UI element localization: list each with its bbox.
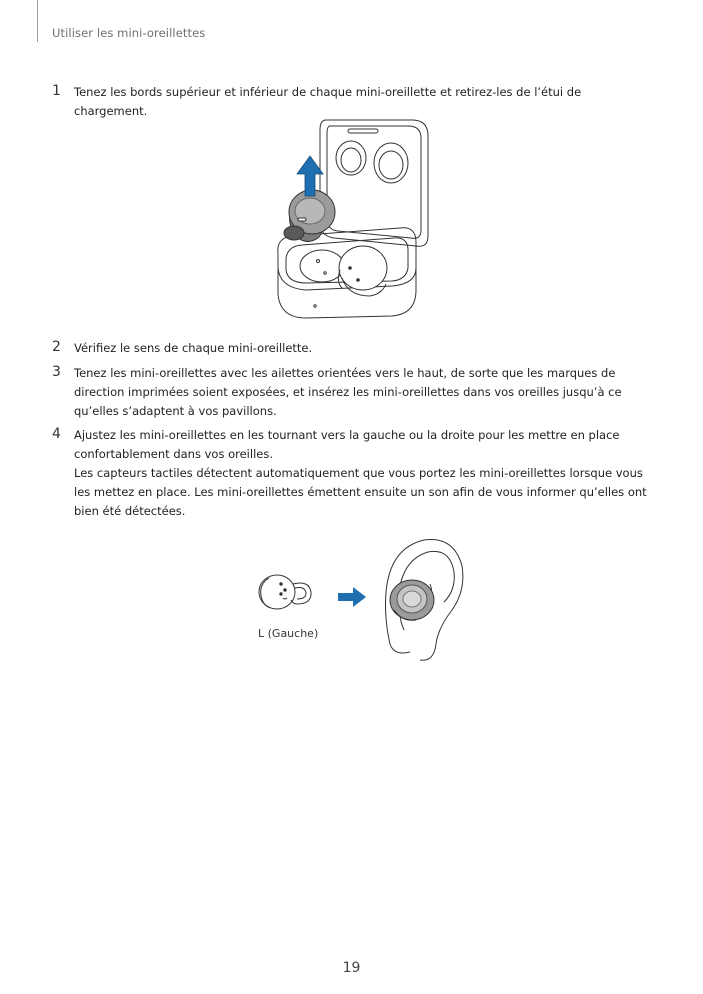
header-rule	[37, 0, 38, 42]
page-number: 19	[342, 960, 361, 976]
step-number: 2	[52, 339, 61, 355]
ear-illustration	[380, 532, 470, 664]
step-number: 4	[52, 426, 61, 442]
running-header: Utiliser les mini-oreillettes	[52, 26, 206, 40]
step-note: Les capteurs tactiles détectent automatiquement que vous portez les mini-oreillettes lorsque vous les mettez en place. Les mini-oreillettes émettent ensuite un son afin de vous informer qu’elles ont bien été détectées.	[74, 466, 647, 518]
step-number: 1	[52, 83, 61, 99]
step-1	[52, 83, 652, 121]
direction-arrow-icon	[337, 586, 367, 608]
step-3	[52, 364, 652, 421]
earbud-side-label: L (Gauche)	[258, 627, 319, 640]
lift-arrow-icon	[297, 156, 323, 196]
step-number: 3	[52, 364, 61, 380]
step-text: Ajustez les mini-oreillettes en les tournant vers la gauche ou la droite pour les mettre en place confortablement dans vos oreilles.	[74, 428, 620, 461]
step-2	[52, 339, 652, 358]
step-text: Tenez les mini-oreillettes avec les ailettes orientées vers le haut, de sorte que les marques de direction imprimées soient exposées, et insérez les mini-oreillettes dans vos oreilles jusqu’à ce qu’elles s’adaptent à vos pavillons.	[74, 366, 622, 418]
step-text: Vérifiez le sens de chaque mini-oreillette.	[74, 341, 313, 355]
step-text: Tenez les bords supérieur et inférieur de chaque mini-oreillette et retirez-les de l’étui de chargement.	[74, 85, 582, 118]
left-earbud-illustration	[255, 570, 315, 615]
step-4	[52, 426, 652, 521]
charging-case-illustration	[270, 118, 440, 323]
